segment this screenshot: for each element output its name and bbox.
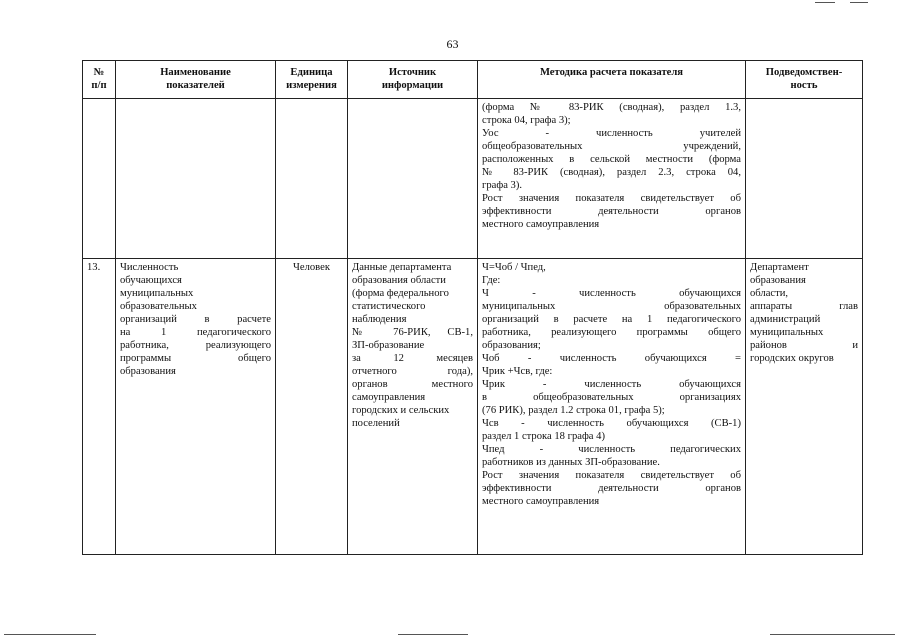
header-owner: Подведомствен- ность xyxy=(746,61,863,99)
scan-artifact-line xyxy=(4,634,96,635)
scan-artifact-line xyxy=(850,2,868,3)
cell-unit: Человек xyxy=(276,259,348,555)
cell-num: 13. xyxy=(83,259,116,555)
cell-source: Данные департамента образования области (форма федерального статистического наблюдения № 76-РИК, СВ-1, ЗП-образование за 12 месяцев отчетного года), органов местного самоуправления городских и сельских поселений xyxy=(348,259,478,555)
cell-name xyxy=(116,99,276,259)
cell-method: (форма № 83-РИК (сводная), раздел 1.3, строка 04, графа 3); Уос - численность учителей общеобразовательных учреждений, расположенных в сельской местности (форма № 83-РИК (сводная), раздел 2.3, строка 04, графа 3). Рост значения показателя свидетельствует об эффективности деятельности органов местного самоуправления xyxy=(478,99,746,259)
cell-num xyxy=(83,99,116,259)
header-source: Источник информации xyxy=(348,61,478,99)
header-method: Методика расчета показателя xyxy=(478,61,746,99)
header-unit: Единица измерения xyxy=(276,61,348,99)
page-number: 63 xyxy=(446,37,459,51)
cell-owner: Департамент образования области, аппараты глав администраций муниципальных районов и городских округов xyxy=(746,259,863,555)
cell-owner xyxy=(746,99,863,259)
table-header-row xyxy=(83,61,863,99)
table-row xyxy=(83,99,863,259)
cell-name: Численность обучающихся муниципальных образовательных организаций в расчете на 1 педагогического работника, реализующего программы общего образования xyxy=(116,259,276,555)
table-row xyxy=(83,259,863,555)
cell-source xyxy=(348,99,478,259)
scan-artifact-line xyxy=(770,634,895,635)
cell-unit xyxy=(276,99,348,259)
indicators-table xyxy=(82,60,863,555)
header-num: № п/п xyxy=(83,61,116,99)
scan-artifact-line xyxy=(398,634,468,635)
header-name: Наименование показателей xyxy=(116,61,276,99)
scan-artifact-line xyxy=(815,2,835,3)
cell-method: Ч=Чоб / Чпед, Где: Ч - численность обучающихся муниципальных образовательных организаций в расчете на 1 педагогического работника, реализующего программы общего образования; Чоб - численность обучающихся = Чрик +Чсв, где: Чрик - численность обучающихся в общеобразовательных организациях (76 РИК), раздел 1.2 строка 01, графа 5); Чсв - численность обучающихся (СВ-1) раздел 1 строка 18 графа 4) Чпед - численность педагогических работников из данных ЗП-образование. Рост значения показателя свидетельствует об эффективности деятельности органов местного самоуправления xyxy=(478,259,746,555)
